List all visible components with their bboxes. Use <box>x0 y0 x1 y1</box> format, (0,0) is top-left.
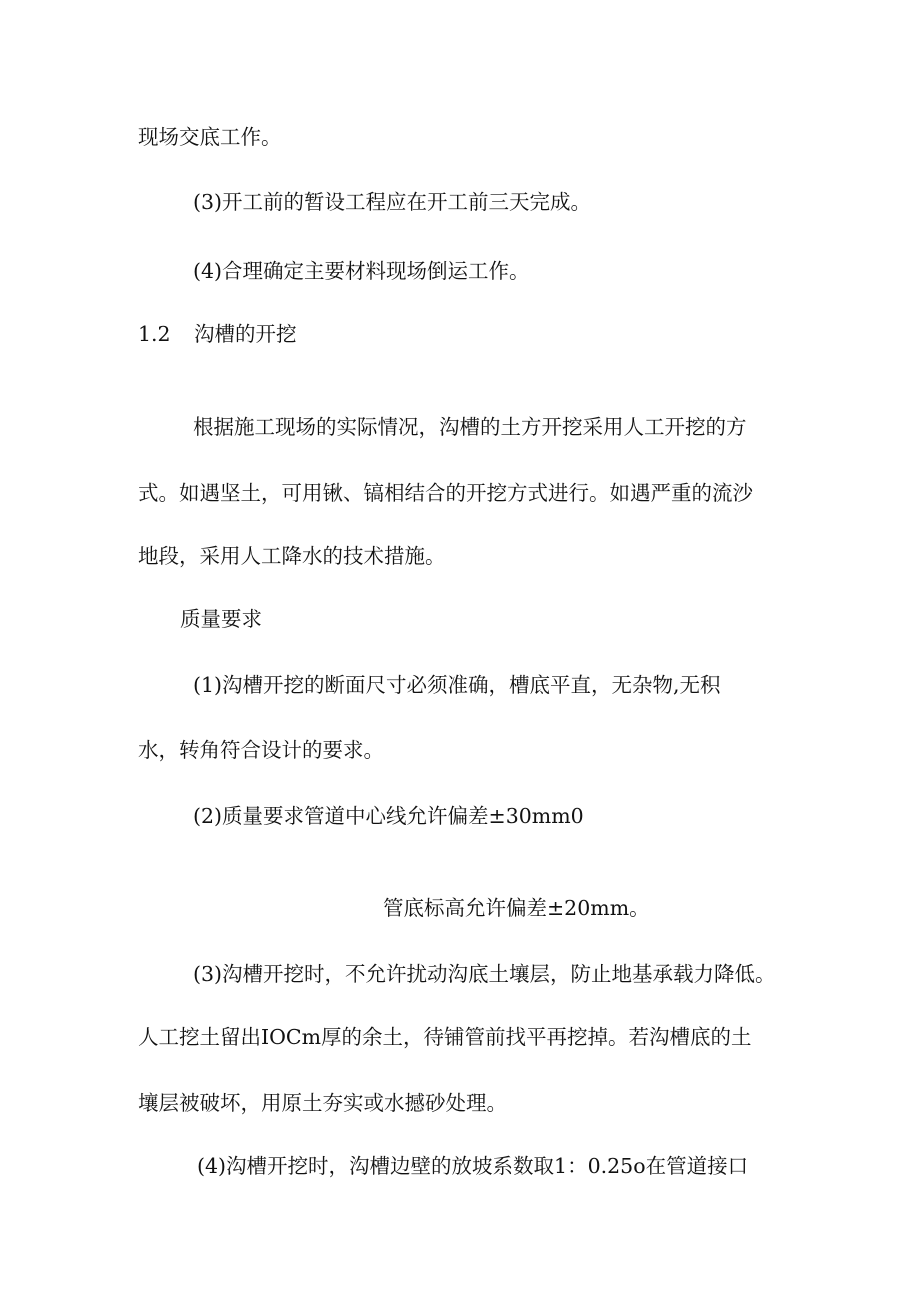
paragraph-line: 现场交底工作。 <box>138 125 282 149</box>
list-item-3: (3)开工前的暂设工程应在开工前三天完成。 <box>193 190 592 214</box>
section-heading <box>138 321 297 347</box>
subheading-quality-requirements: 质量要求 <box>180 607 262 631</box>
section-number: 1.2 <box>138 322 171 346</box>
list-item-3b: (3)沟槽开挖时，不允许扰动沟底土壤层，防止地基承载力降低。 <box>193 962 776 986</box>
list-item-4: (4)合理确定主要材料现场倒运工作。 <box>193 259 530 283</box>
paragraph-line: 壤层被破坏，用原土夯实或水撼砂处理。 <box>138 1091 507 1115</box>
list-item-2: (2)质量要求管道中心线允许偏差±30mm0 <box>193 804 584 828</box>
list-item-4b: (4)沟槽开挖时，沟槽边壁的放坡系数取1：0.25o在管道接口 <box>197 1154 749 1178</box>
list-item-1: (1)沟槽开挖的断面尺寸必须准确，槽底平直，无杂物,无积 <box>193 673 721 697</box>
paragraph-line: 水，转角符合设计的要求。 <box>138 738 384 762</box>
paragraph-line: 人工挖土留出IOCm厚的余土，待铺管前找平再挖掉。若沟槽底的土 <box>138 1025 752 1049</box>
paragraph-line: 式。如遇坚土，可用锹、镐相结合的开挖方式进行。如遇严重的流沙 <box>138 481 753 505</box>
paragraph-line: 根据施工现场的实际情况，沟槽的土方开挖采用人工开挖的方 <box>193 415 747 439</box>
tolerance-line: 管底标高允许偏差±20mm。 <box>383 896 650 920</box>
paragraph-line: 地段，采用人工降水的技术措施。 <box>138 544 446 568</box>
section-title: 沟槽的开挖 <box>194 322 297 346</box>
